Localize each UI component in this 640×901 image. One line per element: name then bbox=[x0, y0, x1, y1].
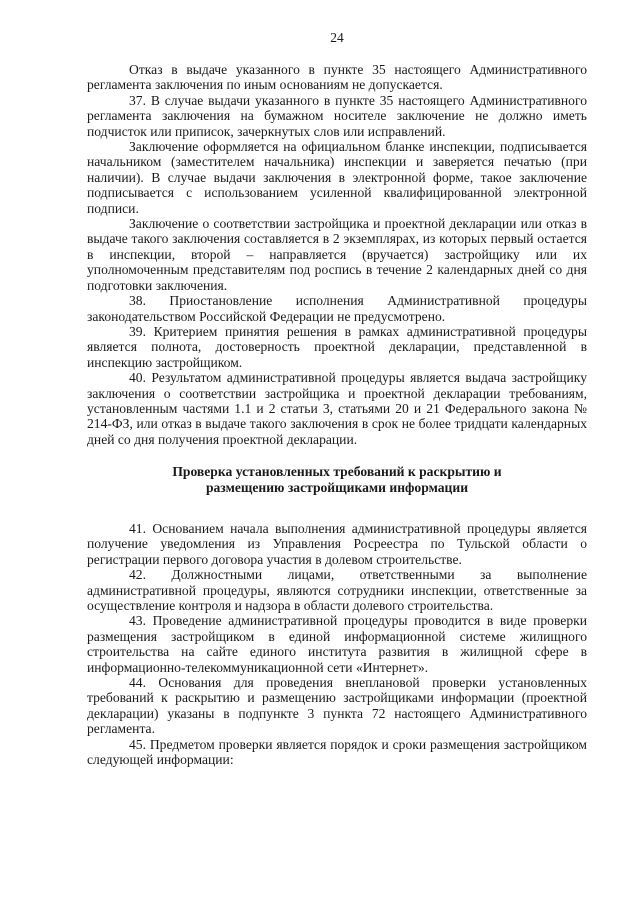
section-heading-line-1: Проверка установленных требований к раскрытию и bbox=[172, 464, 502, 480]
document-body bbox=[87, 62, 587, 767]
paragraph-37: 37. В случае выдачи указанного в пункте 35 настоящего Административного регламента заключения на бумажном носителе заключение не должно иметь подчисток или приписок, зачеркнутых слов или исправлений. bbox=[87, 92, 587, 139]
paragraph-conclusion-copies: Заключение о соответствии застройщика и проектной декларации или отказ в выдаче такого заключения составляется в 2 экземплярах, из которых первый остается в инспекции, второй – направляется (вручается) застройщику или их уполномоченным представителям под роспись в течение 2 календарных дней со дня подготовки заключения. bbox=[87, 216, 587, 293]
paragraph-39: 39. Критерием принятия решения в рамках административной процедуры является полнота, достоверность проектной декларации, представленной в инспекцию застройщиком. bbox=[87, 323, 587, 370]
section-heading bbox=[87, 464, 587, 495]
paragraph-44: 44. Основания для проведения внеплановой проверки установленных требований к раскрытию и размещению застройщиками информации (проектной декларации) указаны в подпункте 3 пункта 72 настоящего Административного регламента. bbox=[87, 675, 587, 737]
paragraph-43: 43. Проведение административной процедуры проводится в виде проверки размещения застройщиком в единой информационной системе жилищного строительства на сайте единого института развития в жилищной сфере в информационно-телекоммуникационной сети «Интернет». bbox=[87, 613, 587, 675]
page-number: 24 bbox=[330, 30, 344, 45]
paragraph-45: 45. Предметом проверки является порядок и сроки размещения застройщиком следующей информации: bbox=[87, 736, 587, 768]
paragraph-42: 42. Должностными лицами, ответственными за выполнение административной процедуры, являются сотрудники инспекции, ответственные за осуществление контроля и надзора в области долевого строительства. bbox=[87, 567, 587, 613]
paragraph-40: 40. Результатом административной процедуры является выдача застройщику заключения о соответствии застройщика и проектной декларации требованиям, установленным частями 1.1 и 2 статьи 3, статьями 20 и 21 Федерального закона № 214-ФЗ, или отказ в выдаче такого заключения в срок не более тридцати календарных дней со дня получения проектной декларации. bbox=[87, 370, 587, 447]
paragraph-41: 41. Основанием начала выполнения административной процедуры является получение уведомления из Управления Росреестра по Тульской области о регистрации первого договора участия в долевом строительстве. bbox=[87, 520, 587, 567]
document-page bbox=[87, 0, 587, 901]
paragraph-refusal-note: Отказ в выдаче указанного в пункте 35 настоящего Административного регламента заключения по иным основаниям не допускается. bbox=[87, 62, 587, 93]
paragraph-conclusion-form: Заключение оформляется на официальном бланке инспекции, подписывается начальником (заместителем начальника) инспекции и заверяется печатью (при наличии). В случае выдачи заключения в электронной форме, такое заключение подписывается с использованием усиленной квалифицированной электронной подписи. bbox=[87, 139, 587, 216]
paragraph-38: 38. Приостановление исполнения Административной процедуры законодательством Российской Федерации не предусмотрено. bbox=[87, 293, 587, 324]
section-heading-line-2: размещению застройщиками информации bbox=[205, 479, 469, 495]
